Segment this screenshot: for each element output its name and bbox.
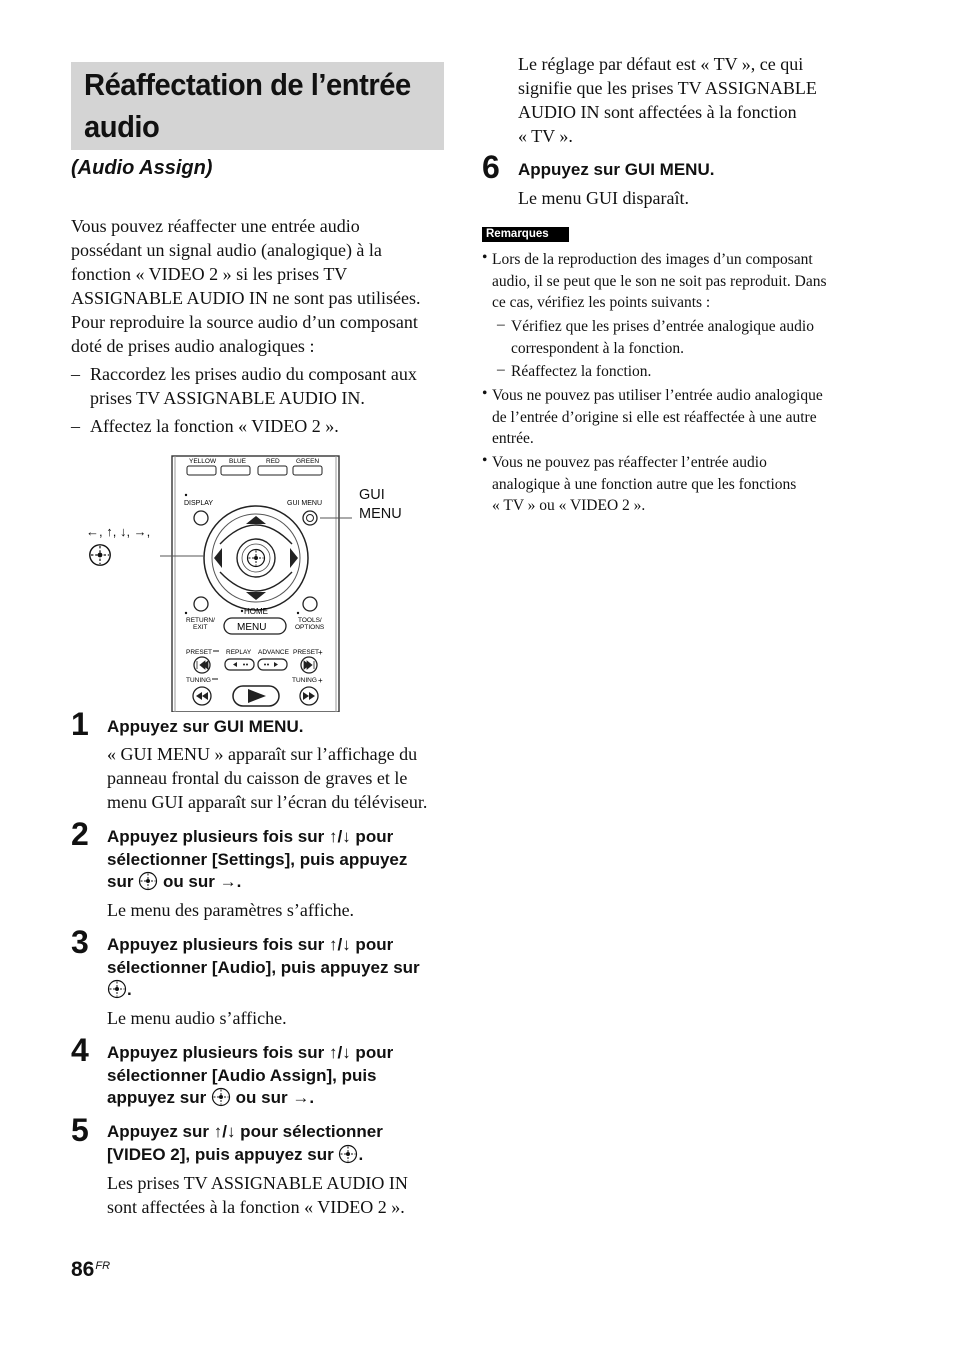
dash-mark: – bbox=[71, 364, 80, 384]
step-heading-text: . bbox=[127, 980, 132, 999]
step-heading-line: Appuyez plusieurs fois sur ↑/↓ pour bbox=[107, 1043, 394, 1062]
remark-line: Lors de la reproduction des images d’un composant bbox=[492, 251, 813, 268]
remark-line: « TV » ou « VIDEO 2 ». bbox=[492, 497, 646, 514]
dash-line: Raccordez les prises audio du composant aux bbox=[90, 364, 417, 384]
enter-icon bbox=[107, 979, 127, 999]
dash-text: Affectez la fonction « VIDEO 2 ». bbox=[90, 416, 339, 436]
page-subtitle: (Audio Assign) bbox=[71, 157, 213, 179]
enter-icon bbox=[138, 871, 158, 891]
exit-label: EXIT bbox=[193, 624, 208, 631]
green-label: GREEN bbox=[296, 458, 320, 465]
tuning-minus-label: TUNING bbox=[186, 677, 211, 684]
dash-mark: – bbox=[71, 416, 80, 436]
step-body-line: menu GUI apparaît sur l’écran du téléviseur. bbox=[107, 792, 428, 812]
step-heading bbox=[107, 826, 447, 894]
plus-sign: + bbox=[318, 648, 323, 657]
step-body: Le menu audio s’affiche. bbox=[107, 1008, 287, 1028]
yellow-label: YELLOW bbox=[189, 458, 217, 465]
note-line: Le réglage par défaut est « TV », ce qui bbox=[518, 54, 804, 74]
step-heading-text: [VIDEO 2], puis appuyez sur bbox=[107, 1144, 334, 1164]
menu-label: MENU bbox=[237, 622, 267, 633]
intro-line: fonction « VIDEO 2 » si les prises TV bbox=[71, 264, 348, 284]
bullet-mark: • bbox=[482, 385, 488, 402]
step-body bbox=[107, 1171, 452, 1219]
gui-menu-callout bbox=[359, 486, 402, 524]
green-button bbox=[293, 466, 322, 475]
dash-mark: – bbox=[497, 361, 505, 378]
remark-subitem bbox=[511, 316, 871, 359]
step-heading-text: ou sur →. bbox=[235, 1088, 315, 1107]
step-body bbox=[107, 742, 452, 814]
step-heading bbox=[107, 1042, 447, 1110]
step-body-line: Les prises TV ASSIGNABLE AUDIO IN bbox=[107, 1173, 408, 1193]
remark-line: correspondent à la fonction. bbox=[511, 339, 685, 357]
enter-icon bbox=[338, 1144, 358, 1164]
blue-button bbox=[221, 466, 250, 475]
tools-button bbox=[303, 597, 317, 611]
step-heading: Appuyez sur GUI MENU. bbox=[518, 160, 715, 179]
intro-paragraph bbox=[71, 214, 449, 358]
yellow-button bbox=[187, 466, 216, 475]
step-heading-text: appuyez sur bbox=[107, 1088, 207, 1107]
note-line: AUDIO IN sont affectées à la fonction bbox=[518, 102, 797, 122]
step-heading-line: Appuyez plusieurs fois sur ↑/↓ pour bbox=[107, 827, 394, 846]
intro-line: Pour reproduire la source audio d’un composant bbox=[71, 312, 418, 332]
remark-line: ce cas, vérifiez les points suivants : bbox=[492, 294, 711, 311]
step-body-line: panneau frontal du caisson de graves et le bbox=[107, 768, 408, 788]
remark-line: analogique à une fonction autre que les fonctions bbox=[492, 475, 797, 493]
remark-line: Vous ne pouvez pas utiliser l’entrée audio analogique bbox=[492, 387, 823, 404]
step-body: Le menu des paramètres s’affiche. bbox=[107, 900, 355, 920]
home-label: HOME bbox=[244, 607, 268, 616]
red-label: RED bbox=[266, 458, 280, 465]
callout-line: GUI bbox=[359, 487, 385, 503]
step-heading-line: Appuyez plusieurs fois sur ↑/↓ pour bbox=[107, 935, 394, 954]
intro-line: possédant un signal audio (analogique) à la bbox=[71, 240, 382, 260]
preset-minus-label: PRESET bbox=[186, 649, 213, 656]
title-line-2: audio bbox=[84, 109, 160, 144]
display-label: DISPLAY bbox=[184, 500, 214, 507]
return-label: RETURN/ bbox=[186, 617, 215, 624]
remark-subitem: Réaffectez la fonction. bbox=[511, 363, 652, 380]
remark-item bbox=[492, 385, 872, 450]
remark-line: entrée. bbox=[492, 430, 534, 447]
step-number: 3 bbox=[71, 924, 89, 960]
options-label: OPTIONS bbox=[295, 624, 325, 631]
remark-item bbox=[492, 249, 872, 314]
step-number: 6 bbox=[482, 149, 500, 185]
step-heading: Appuyez sur GUI MENU. bbox=[107, 717, 304, 736]
remark-item bbox=[492, 452, 872, 517]
bullet-mark: • bbox=[482, 249, 488, 266]
enter-icon bbox=[211, 1087, 231, 1107]
page-title bbox=[84, 64, 422, 148]
intro-line: doté de prises audio analogiques : bbox=[71, 336, 315, 356]
replay-label: REPLAY bbox=[226, 649, 252, 656]
step-body-line: sont affectées à la fonction « VIDEO 2 ». bbox=[107, 1197, 405, 1217]
remark-line: Vous ne pouvez pas réaffecter l’entrée audio bbox=[492, 454, 767, 471]
step-heading-line bbox=[107, 979, 452, 1002]
step-heading-line bbox=[107, 871, 447, 894]
arrows-callout: ←, ↑, ↓, →, bbox=[86, 524, 151, 539]
step-heading-line: sélectionner [Settings], puis appuyez bbox=[107, 849, 408, 869]
step-body-line: « GUI MENU » apparaît sur l’affichage du bbox=[107, 744, 418, 764]
step-heading-text: sur bbox=[107, 872, 134, 891]
remark-line: Vérifiez que les prises d’entrée analogique audio bbox=[511, 318, 814, 335]
page-number-value: 86 bbox=[71, 1258, 95, 1281]
preset-plus-label: PRESET bbox=[293, 649, 320, 656]
step-heading-line: sélectionner [Audio Assign], puis bbox=[107, 1065, 377, 1085]
tuning-plus-label: TUNING bbox=[292, 677, 317, 684]
step-number: 2 bbox=[71, 816, 89, 852]
plus-sign: + bbox=[318, 676, 323, 685]
step-heading-text: . bbox=[358, 1144, 364, 1164]
step-number: 4 bbox=[71, 1032, 89, 1068]
gui-menu-button bbox=[303, 511, 317, 525]
display-button bbox=[194, 511, 208, 525]
return-button bbox=[194, 597, 208, 611]
intro-line: Vous pouvez réaffecter une entrée audio bbox=[71, 216, 360, 236]
tools-label: TOOLS/ bbox=[298, 617, 322, 624]
step-heading-line bbox=[107, 1144, 447, 1167]
remark-line: audio, il se peut que le son ne soit pas reproduit. Dans bbox=[492, 272, 827, 290]
bullet-mark: • bbox=[482, 452, 488, 469]
red-button bbox=[258, 466, 287, 475]
title-line-1: Réaffectation de l’entrée bbox=[84, 67, 411, 102]
blue-label: BLUE bbox=[229, 458, 246, 465]
step-number: 1 bbox=[71, 706, 89, 742]
advance-label: ADVANCE bbox=[258, 649, 289, 656]
dash-line: prises TV ASSIGNABLE AUDIO IN. bbox=[90, 388, 365, 408]
page-number bbox=[71, 1258, 110, 1282]
intro-line: ASSIGNABLE AUDIO IN ne sont pas utilisées. bbox=[71, 288, 421, 308]
default-note bbox=[518, 52, 878, 148]
step-heading-line bbox=[107, 1087, 447, 1110]
step-heading-line: sélectionner [Audio], puis appuyez sur bbox=[107, 957, 420, 977]
advance-button bbox=[258, 659, 287, 670]
note-line: « TV ». bbox=[518, 126, 573, 146]
step-number: 5 bbox=[71, 1112, 89, 1148]
gui-menu-label: GUI MENU bbox=[287, 500, 322, 507]
dash-text bbox=[90, 362, 450, 410]
note-line: signifie que les prises TV ASSIGNABLE bbox=[518, 78, 817, 98]
dash-mark: – bbox=[497, 316, 505, 333]
remark-line: de l’entrée d’origine si elle est réaffectée à une autre bbox=[492, 408, 817, 426]
step-heading-line: Appuyez sur ↑/↓ pour sélectionner bbox=[107, 1122, 383, 1141]
step-heading-text: ou sur →. bbox=[162, 872, 242, 891]
step-body: Le menu GUI disparaît. bbox=[518, 188, 689, 208]
replay-button bbox=[225, 659, 254, 670]
step-heading bbox=[107, 1121, 447, 1166]
page-language-suffix: FR bbox=[95, 1260, 111, 1272]
step-heading bbox=[107, 934, 452, 1002]
callout-line: MENU bbox=[359, 506, 402, 522]
remarks-badge: Remarques bbox=[482, 227, 569, 242]
